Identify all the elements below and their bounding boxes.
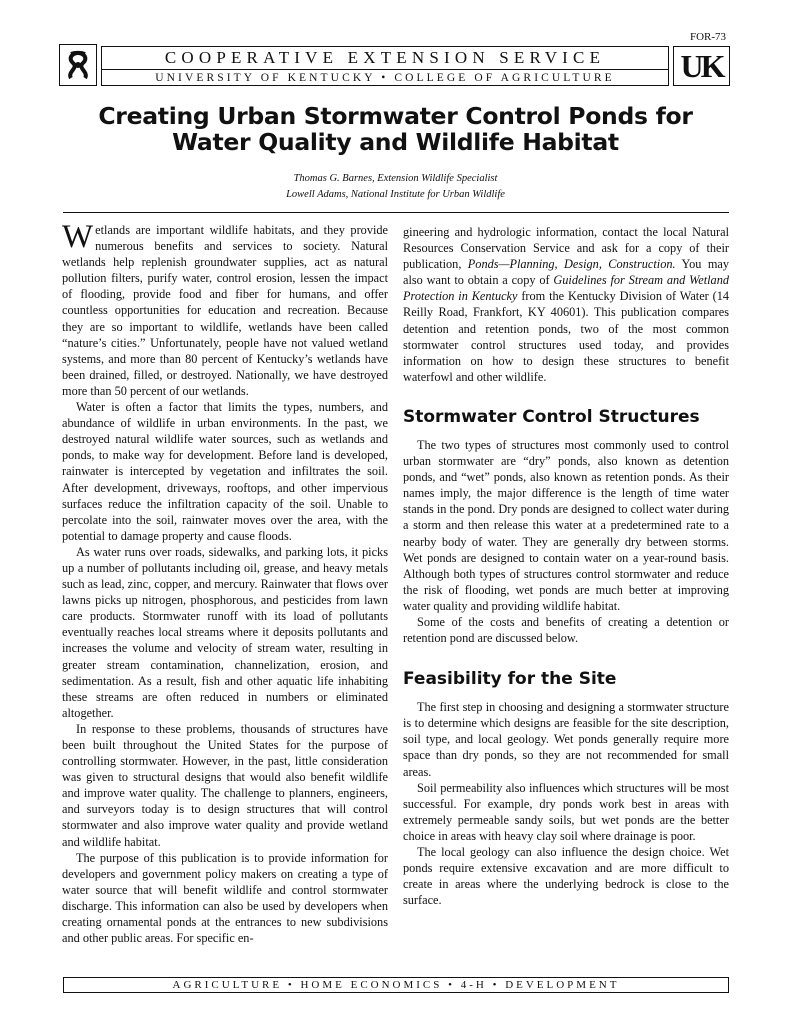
drop-cap: W — [62, 219, 94, 255]
banner-subtitle: UNIVERSITY OF KENTUCKY • COLLEGE OF AGRICULTURE — [155, 72, 615, 84]
title-line-1: Creating Urban Stormwater Control Ponds for — [98, 102, 693, 130]
body-paragraph: As water runs over roads, sidewalks, and parking lots, it picks up a number of pollutants including oil, grease, and heavy metals such as lead, zinc, copper, and mercury. Rainwater that flows over lawns picks up nitrogen, phosphorous, and pesticides from lawn care products. Stormwater runoff with its load of pollutants eventually reaches local streams where it deposits pollutants and increases the volume and velocity of stream water, resulting in greater stream contamination, channelization, erosion, and sedimentation. As a result, fish and other aquatic life inhabiting these streams are often reduced in numbers or eliminated altogether. — [62, 544, 388, 720]
document-code: FOR-73 — [690, 31, 727, 43]
body-paragraph: The local geology can also influence the design choice. Wet ponds require extensive excavation and are more difficult to create in areas where the underlying bedrock is close to the surface. — [403, 845, 729, 908]
footer-banner: AGRICULTURE • HOME ECONOMICS • 4-H • DEVELOPMENT — [63, 977, 729, 993]
publication-title: Guidelines for Stream and Wetland Protection in Kentucky — [403, 273, 729, 304]
left-column — [62, 219, 388, 946]
extension-logo-icon — [59, 44, 97, 86]
body-paragraph: Some of the costs and benefits of creating a detention or retention pond are discussed below. — [403, 614, 729, 646]
right-column — [403, 224, 729, 908]
section-heading: Feasibility for the Site — [403, 669, 617, 690]
publication-title: Ponds—Planning, Design, Construction. — [467, 257, 676, 272]
body-paragraph: Soil permeability also influences which structures will be most successful. For example, dry ponds work best in areas with extremely permeable sandy soils, but wet ponds are the better choice in areas with heavy clay soil where drainage is poor. — [403, 780, 729, 843]
section-heading: Stormwater Control Structures — [403, 406, 700, 427]
intro-paragraph — [62, 219, 388, 399]
intro-text: etlands are important wildlife habitats, and they provide numerous benefits and services to society. Natural wetlands help replenish groundwater supplies, act as natural pollution filters, purify water, control erosion, lessen the impact of flooding, provide food and fiber for humans, and offer countless opportunities for education and recreation. Because they are so important to wildlife, wetlands have been called “nature’s cities.” Unfortunately, people have not valued wetland systems, and more than 80 percent of Kentucky’s wetlands have been drained, filled, or destroyed. Nationally, we have destroyed more than 50 percent of our wetlands. — [62, 223, 388, 398]
banner-title: COOPERATIVE EXTENSION SERVICE — [102, 47, 668, 70]
author-2: Lowell Adams, National Institute for Urban Wildlife — [286, 189, 505, 200]
extension-banner — [101, 46, 669, 86]
author-1: Thomas G. Barnes, Extension Wildlife Specialist — [293, 173, 498, 184]
body-paragraph: Water is often a factor that limits the types, numbers, and abundance of wildlife in urban environments. In the past, we destroyed natural wildlife water sources, such as wetlands and ponds, to make way for development. Before land is developed, rainwater is intercepted by vegetation and infiltrates the soil. After development, driveways, rooftops, and other impervious surfaces reduce the infiltration capacity of the soil. Unable to percolate into the soil, rainwater moves over the area, with the potential to damage property and cause floods. — [62, 400, 388, 543]
title-line-2: Water Quality and Wildlife Habitat — [172, 128, 619, 156]
uk-logo: UK — [673, 46, 730, 86]
body-paragraph: The first step in choosing and designing a stormwater structure is to determine which designs are feasible for the site description, soil type, and local geology. Wet ponds generally require more space than dry ponds, so they are not recommended for small areas. — [403, 700, 729, 779]
document-title — [40, 103, 751, 155]
body-paragraph: The two types of structures most commonly used to control urban stormwater are “dry” ponds, also known as detention ponds, and “wet” ponds, also known as retention ponds. As their names imply, the major difference is the length of time water stands in the pond. Dry ponds are designed to collect water during a storm and then release this water at a predetermined rate to a nearby body of water. They are generally dry between storms. Wet ponds are designed to contain water on a year-round basis. Although both types of structures control stormwater and reduce the risk of flooding, wet ponds are much better at improving water quality and providing wildlife habitat. — [403, 437, 729, 613]
extension-header — [59, 44, 730, 88]
body-paragraph: gineering and hydrologic information, contact the local Natural Resources Conservation Service and ask for a copy of their publication, Ponds—Planning, Design, Construction. You may also want to obtain a copy of Guidelines for Stream and Wetland Protection in Kentucky from the Kentucky Division of Water (14 Reilly Road, Frankfort, KY 40601). This publication compares detention and retention ponds, two of the most common stormwater control structures used today, and provides information on how to design these structures to benefit waterfowl and other wildlife. — [403, 225, 729, 384]
body-paragraph: The purpose of this publication is to provide information for developers and government policy makers on creating a type of water source that will benefit wildlife and control stormwater discharge. This information can also be used by developers when creating ornamental ponds at the entrances to new subdivisions and other public areas. For specific en- — [62, 850, 388, 946]
title-divider — [63, 212, 729, 213]
body-paragraph: In response to these problems, thousands of structures have been built throughout the United States for the purpose of controlling stormwater. However, in the past, little consideration was given to structural designs that would also benefit wildlife and improve water quality. The challenge to planners, engineers, and surveyors today is to design structures that will control stormwater and also improve water quality and provide wetland and wildlife habitat. — [62, 721, 388, 849]
authors — [0, 171, 791, 203]
